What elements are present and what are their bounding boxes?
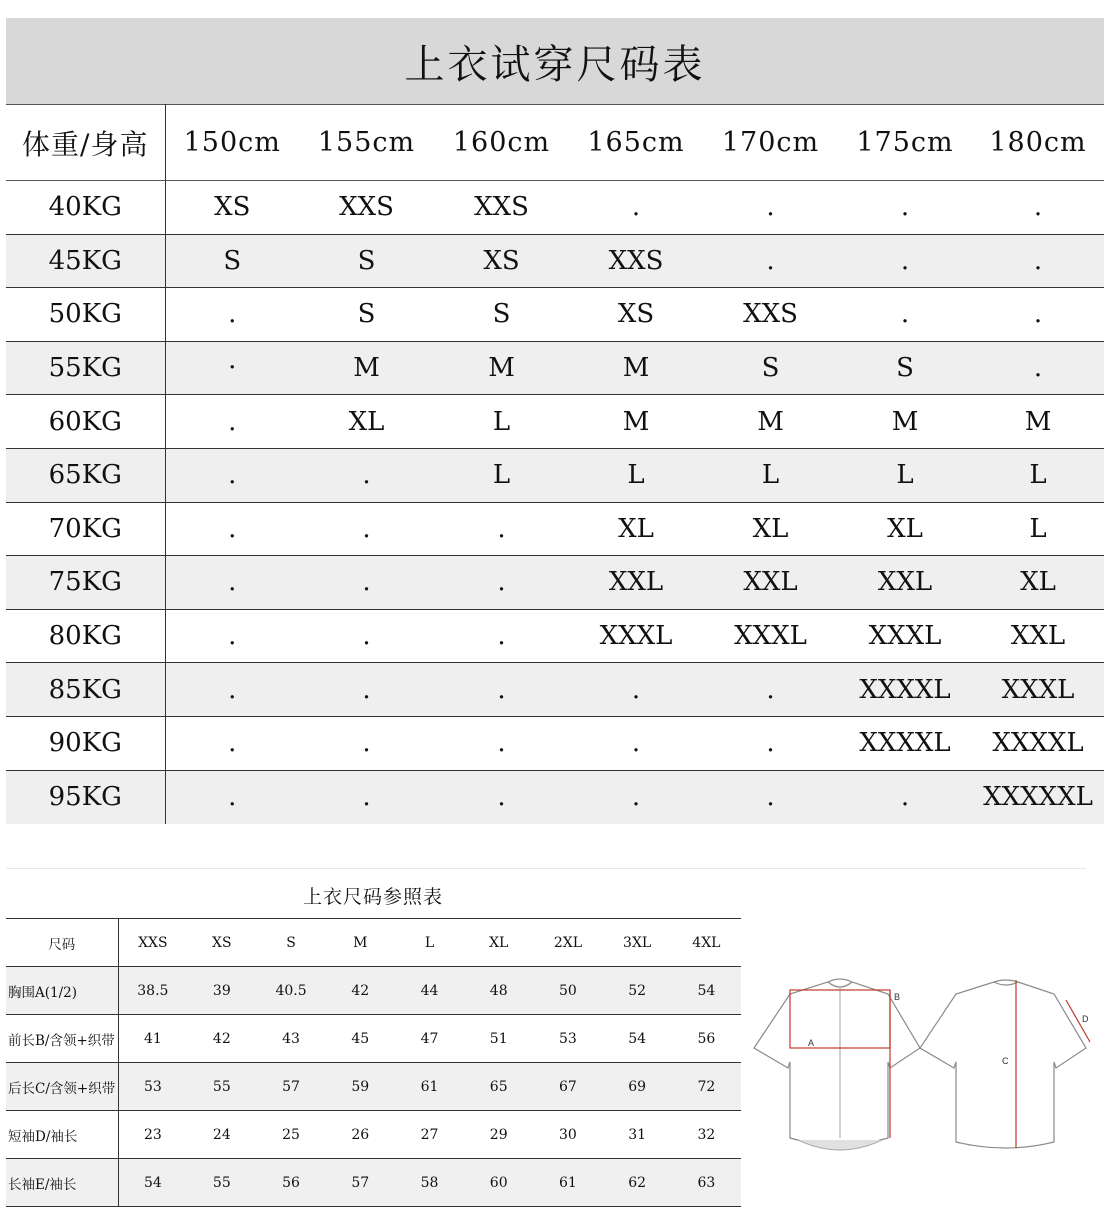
recommended-size-cell: L: [434, 448, 569, 502]
fit-chart-title: 上衣试穿尺码表: [6, 18, 1104, 104]
recommended-size-cell: .: [165, 288, 299, 342]
recommended-size-cell: S: [703, 341, 838, 395]
weight-label: 40KG: [6, 181, 165, 235]
recommended-size-cell: .: [569, 181, 703, 235]
recommended-size-cell: S: [434, 288, 569, 342]
recommended-size-cell: .: [165, 716, 299, 770]
weight-label: 50KG: [6, 288, 165, 342]
recommended-size-cell: M: [569, 395, 703, 449]
recommended-size-cell: M: [703, 395, 838, 449]
height-header: 175cm: [838, 105, 972, 181]
measurement-value-cell: 62: [603, 1159, 672, 1207]
recommended-size-cell: .: [434, 770, 569, 824]
recommended-size-cell: .: [299, 716, 434, 770]
recommended-size-cell: XXXL: [569, 609, 703, 663]
height-header: 180cm: [972, 105, 1104, 181]
measurement-value-cell: 61: [533, 1159, 602, 1207]
measurement-value-cell: 54: [672, 967, 741, 1015]
fit-chart-row: [6, 448, 1104, 502]
height-header: 155cm: [299, 105, 434, 181]
measure-label-c: C: [1002, 1056, 1009, 1066]
recommended-size-cell: XL: [972, 556, 1104, 610]
recommended-size-cell: XL: [569, 502, 703, 556]
recommended-size-cell: .: [165, 448, 299, 502]
recommended-size-cell: .: [569, 663, 703, 717]
recommended-size-cell: .: [165, 663, 299, 717]
recommended-size-cell: .: [299, 502, 434, 556]
weight-label: 70KG: [6, 502, 165, 556]
height-header: 160cm: [434, 105, 569, 181]
recommended-size-cell: .: [434, 716, 569, 770]
measurement-value-cell: 40.5: [256, 967, 325, 1015]
fit-chart-row: [6, 288, 1104, 342]
weight-label: 80KG: [6, 609, 165, 663]
measurement-value-cell: 56: [256, 1159, 325, 1207]
recommended-size-cell: ·: [165, 341, 299, 395]
recommended-size-cell: .: [838, 288, 972, 342]
recommended-size-cell: M: [972, 395, 1104, 449]
height-header: 150cm: [165, 105, 299, 181]
measurement-value-cell: 24: [187, 1111, 256, 1159]
measurement-label: 短袖D/袖长: [6, 1111, 118, 1159]
fit-chart-table: [6, 104, 1104, 824]
recommended-size-cell: .: [165, 556, 299, 610]
recommended-size-cell: .: [972, 234, 1104, 288]
recommended-size-cell: .: [299, 556, 434, 610]
measurement-value-cell: 31: [603, 1111, 672, 1159]
size-header: XL: [464, 919, 533, 967]
fit-chart-row: [6, 556, 1104, 610]
recommended-size-cell: .: [838, 770, 972, 824]
measurement-value-cell: 65: [464, 1063, 533, 1111]
height-header: 170cm: [703, 105, 838, 181]
recommended-size-cell: L: [972, 502, 1104, 556]
recommended-size-cell: .: [434, 556, 569, 610]
size-corner-label: 尺码: [6, 919, 118, 967]
recommended-size-cell: .: [972, 288, 1104, 342]
weight-label: 55KG: [6, 341, 165, 395]
recommended-size-cell: .: [972, 181, 1104, 235]
fit-chart-row: [6, 341, 1104, 395]
measurement-label: 前长B/含领+织带: [6, 1015, 118, 1063]
recommended-size-cell: XL: [703, 502, 838, 556]
measurement-value-cell: 53: [533, 1015, 602, 1063]
size-reference-header-row: [6, 919, 741, 967]
measure-label-b: B: [894, 992, 901, 1002]
size-header: XXS: [118, 919, 187, 967]
recommended-size-cell: L: [972, 448, 1104, 502]
recommended-size-cell: XXL: [838, 556, 972, 610]
recommended-size-cell: M: [838, 395, 972, 449]
recommended-size-cell: .: [703, 234, 838, 288]
recommended-size-cell: XXXL: [972, 663, 1104, 717]
measurement-value-cell: 60: [464, 1159, 533, 1207]
recommended-size-cell: XXS: [569, 234, 703, 288]
size-reference-row: [6, 1111, 741, 1159]
weight-label: 45KG: [6, 234, 165, 288]
measurement-value-cell: 30: [533, 1111, 602, 1159]
measurement-value-cell: 44: [395, 967, 464, 1015]
measurement-value-cell: 26: [326, 1111, 395, 1159]
measurement-value-cell: 69: [603, 1063, 672, 1111]
fit-chart-row: [6, 234, 1104, 288]
measurement-value-cell: 48: [464, 967, 533, 1015]
weight-label: 90KG: [6, 716, 165, 770]
size-reference-row: [6, 967, 741, 1015]
recommended-size-cell: XS: [434, 234, 569, 288]
recommended-size-cell: XXXL: [703, 609, 838, 663]
recommended-size-cell: XXL: [972, 609, 1104, 663]
recommended-size-cell: XXL: [569, 556, 703, 610]
measurement-value-cell: 43: [256, 1015, 325, 1063]
recommended-size-cell: .: [434, 663, 569, 717]
recommended-size-cell: S: [299, 288, 434, 342]
fit-chart-header-row: [6, 105, 1104, 181]
recommended-size-cell: XXXXL: [838, 663, 972, 717]
recommended-size-cell: XXXXL: [972, 716, 1104, 770]
recommended-size-cell: L: [838, 448, 972, 502]
recommended-size-cell: XXS: [703, 288, 838, 342]
recommended-size-cell: M: [569, 341, 703, 395]
weight-label: 60KG: [6, 395, 165, 449]
measurement-value-cell: 45: [326, 1015, 395, 1063]
size-reference-row: [6, 1159, 741, 1207]
recommended-size-cell: L: [434, 395, 569, 449]
size-reference-table: [6, 918, 741, 1207]
recommended-size-cell: .: [703, 181, 838, 235]
measurement-value-cell: 54: [118, 1159, 187, 1207]
measurement-value-cell: 57: [326, 1159, 395, 1207]
recommended-size-cell: .: [434, 502, 569, 556]
recommended-size-cell: M: [434, 341, 569, 395]
recommended-size-cell: .: [703, 716, 838, 770]
measurement-value-cell: 29: [464, 1111, 533, 1159]
recommended-size-cell: XXXL: [838, 609, 972, 663]
measurement-value-cell: 38.5: [118, 967, 187, 1015]
measurement-value-cell: 42: [326, 967, 395, 1015]
measure-label-d: D: [1082, 1014, 1089, 1024]
measurement-value-cell: 55: [187, 1063, 256, 1111]
recommended-size-cell: XS: [569, 288, 703, 342]
recommended-size-cell: XL: [838, 502, 972, 556]
fit-chart-row: [6, 770, 1104, 824]
recommended-size-cell: .: [165, 395, 299, 449]
recommended-size-cell: .: [165, 502, 299, 556]
measurement-value-cell: 42: [187, 1015, 256, 1063]
size-reference-row: [6, 1063, 741, 1111]
measurement-value-cell: 52: [603, 967, 672, 1015]
recommended-size-cell: XXS: [299, 181, 434, 235]
weight-label: 65KG: [6, 448, 165, 502]
recommended-size-cell: .: [434, 609, 569, 663]
recommended-size-cell: .: [703, 770, 838, 824]
measurement-value-cell: 25: [256, 1111, 325, 1159]
measurement-value-cell: 67: [533, 1063, 602, 1111]
recommended-size-cell: S: [838, 341, 972, 395]
size-reference-row: [6, 1015, 741, 1063]
jersey-measurement-diagram: [748, 970, 1106, 1160]
measurement-label: 胸围A(1/2): [6, 967, 118, 1015]
measurement-value-cell: 63: [672, 1159, 741, 1207]
measurement-value-cell: 55: [187, 1159, 256, 1207]
measurement-value-cell: 51: [464, 1015, 533, 1063]
measurement-value-cell: 50: [533, 967, 602, 1015]
size-header: XS: [187, 919, 256, 967]
weight-height-corner-label: 体重/身高: [6, 105, 165, 181]
recommended-size-cell: .: [299, 448, 434, 502]
recommended-size-cell: .: [569, 770, 703, 824]
recommended-size-cell: XXXXXL: [972, 770, 1104, 824]
fit-chart-row: [6, 181, 1104, 235]
measurement-value-cell: 54: [603, 1015, 672, 1063]
measurement-value-cell: 53: [118, 1063, 187, 1111]
recommended-size-cell: .: [838, 234, 972, 288]
fit-chart-row: [6, 609, 1104, 663]
weight-label: 95KG: [6, 770, 165, 824]
weight-label: 85KG: [6, 663, 165, 717]
size-reference-title: 上衣尺码参照表: [302, 885, 443, 908]
size-header: 3XL: [603, 919, 672, 967]
fit-chart-row: [6, 395, 1104, 449]
size-header: 4XL: [672, 919, 741, 967]
measure-label-a: A: [808, 1038, 815, 1048]
measurement-value-cell: 58: [395, 1159, 464, 1207]
recommended-size-cell: XXS: [434, 181, 569, 235]
measurement-value-cell: 72: [672, 1063, 741, 1111]
recommended-size-cell: .: [299, 663, 434, 717]
recommended-size-cell: .: [703, 663, 838, 717]
section-divider: [6, 868, 1086, 869]
size-header: M: [326, 919, 395, 967]
recommended-size-cell: .: [972, 341, 1104, 395]
recommended-size-cell: S: [299, 234, 434, 288]
size-header: 2XL: [533, 919, 602, 967]
measurement-value-cell: 57: [256, 1063, 325, 1111]
measurement-value-cell: 61: [395, 1063, 464, 1111]
measurement-value-cell: 27: [395, 1111, 464, 1159]
weight-label: 75KG: [6, 556, 165, 610]
measurement-value-cell: 39: [187, 967, 256, 1015]
fit-chart-row: [6, 663, 1104, 717]
recommended-size-cell: L: [569, 448, 703, 502]
height-header: 165cm: [569, 105, 703, 181]
recommended-size-cell: XL: [299, 395, 434, 449]
measurement-value-cell: 56: [672, 1015, 741, 1063]
recommended-size-cell: .: [569, 716, 703, 770]
recommended-size-cell: M: [299, 341, 434, 395]
recommended-size-cell: XXL: [703, 556, 838, 610]
size-header: L: [395, 919, 464, 967]
recommended-size-cell: .: [165, 770, 299, 824]
recommended-size-cell: L: [703, 448, 838, 502]
measurement-label: 后长C/含领+织带: [6, 1063, 118, 1111]
measurement-label: 长袖E/袖长: [6, 1159, 118, 1207]
recommended-size-cell: S: [165, 234, 299, 288]
recommended-size-cell: XS: [165, 181, 299, 235]
measurement-value-cell: 41: [118, 1015, 187, 1063]
measurement-value-cell: 59: [326, 1063, 395, 1111]
size-header: S: [256, 919, 325, 967]
fit-chart-row: [6, 716, 1104, 770]
measurement-value-cell: 32: [672, 1111, 741, 1159]
recommended-size-cell: .: [838, 181, 972, 235]
recommended-size-cell: .: [299, 770, 434, 824]
recommended-size-cell: .: [299, 609, 434, 663]
jersey-front-illustration: [754, 979, 920, 1150]
recommended-size-cell: XXXXL: [838, 716, 972, 770]
measurement-value-cell: 47: [395, 1015, 464, 1063]
recommended-size-cell: .: [165, 609, 299, 663]
fit-chart-row: [6, 502, 1104, 556]
measurement-value-cell: 23: [118, 1111, 187, 1159]
